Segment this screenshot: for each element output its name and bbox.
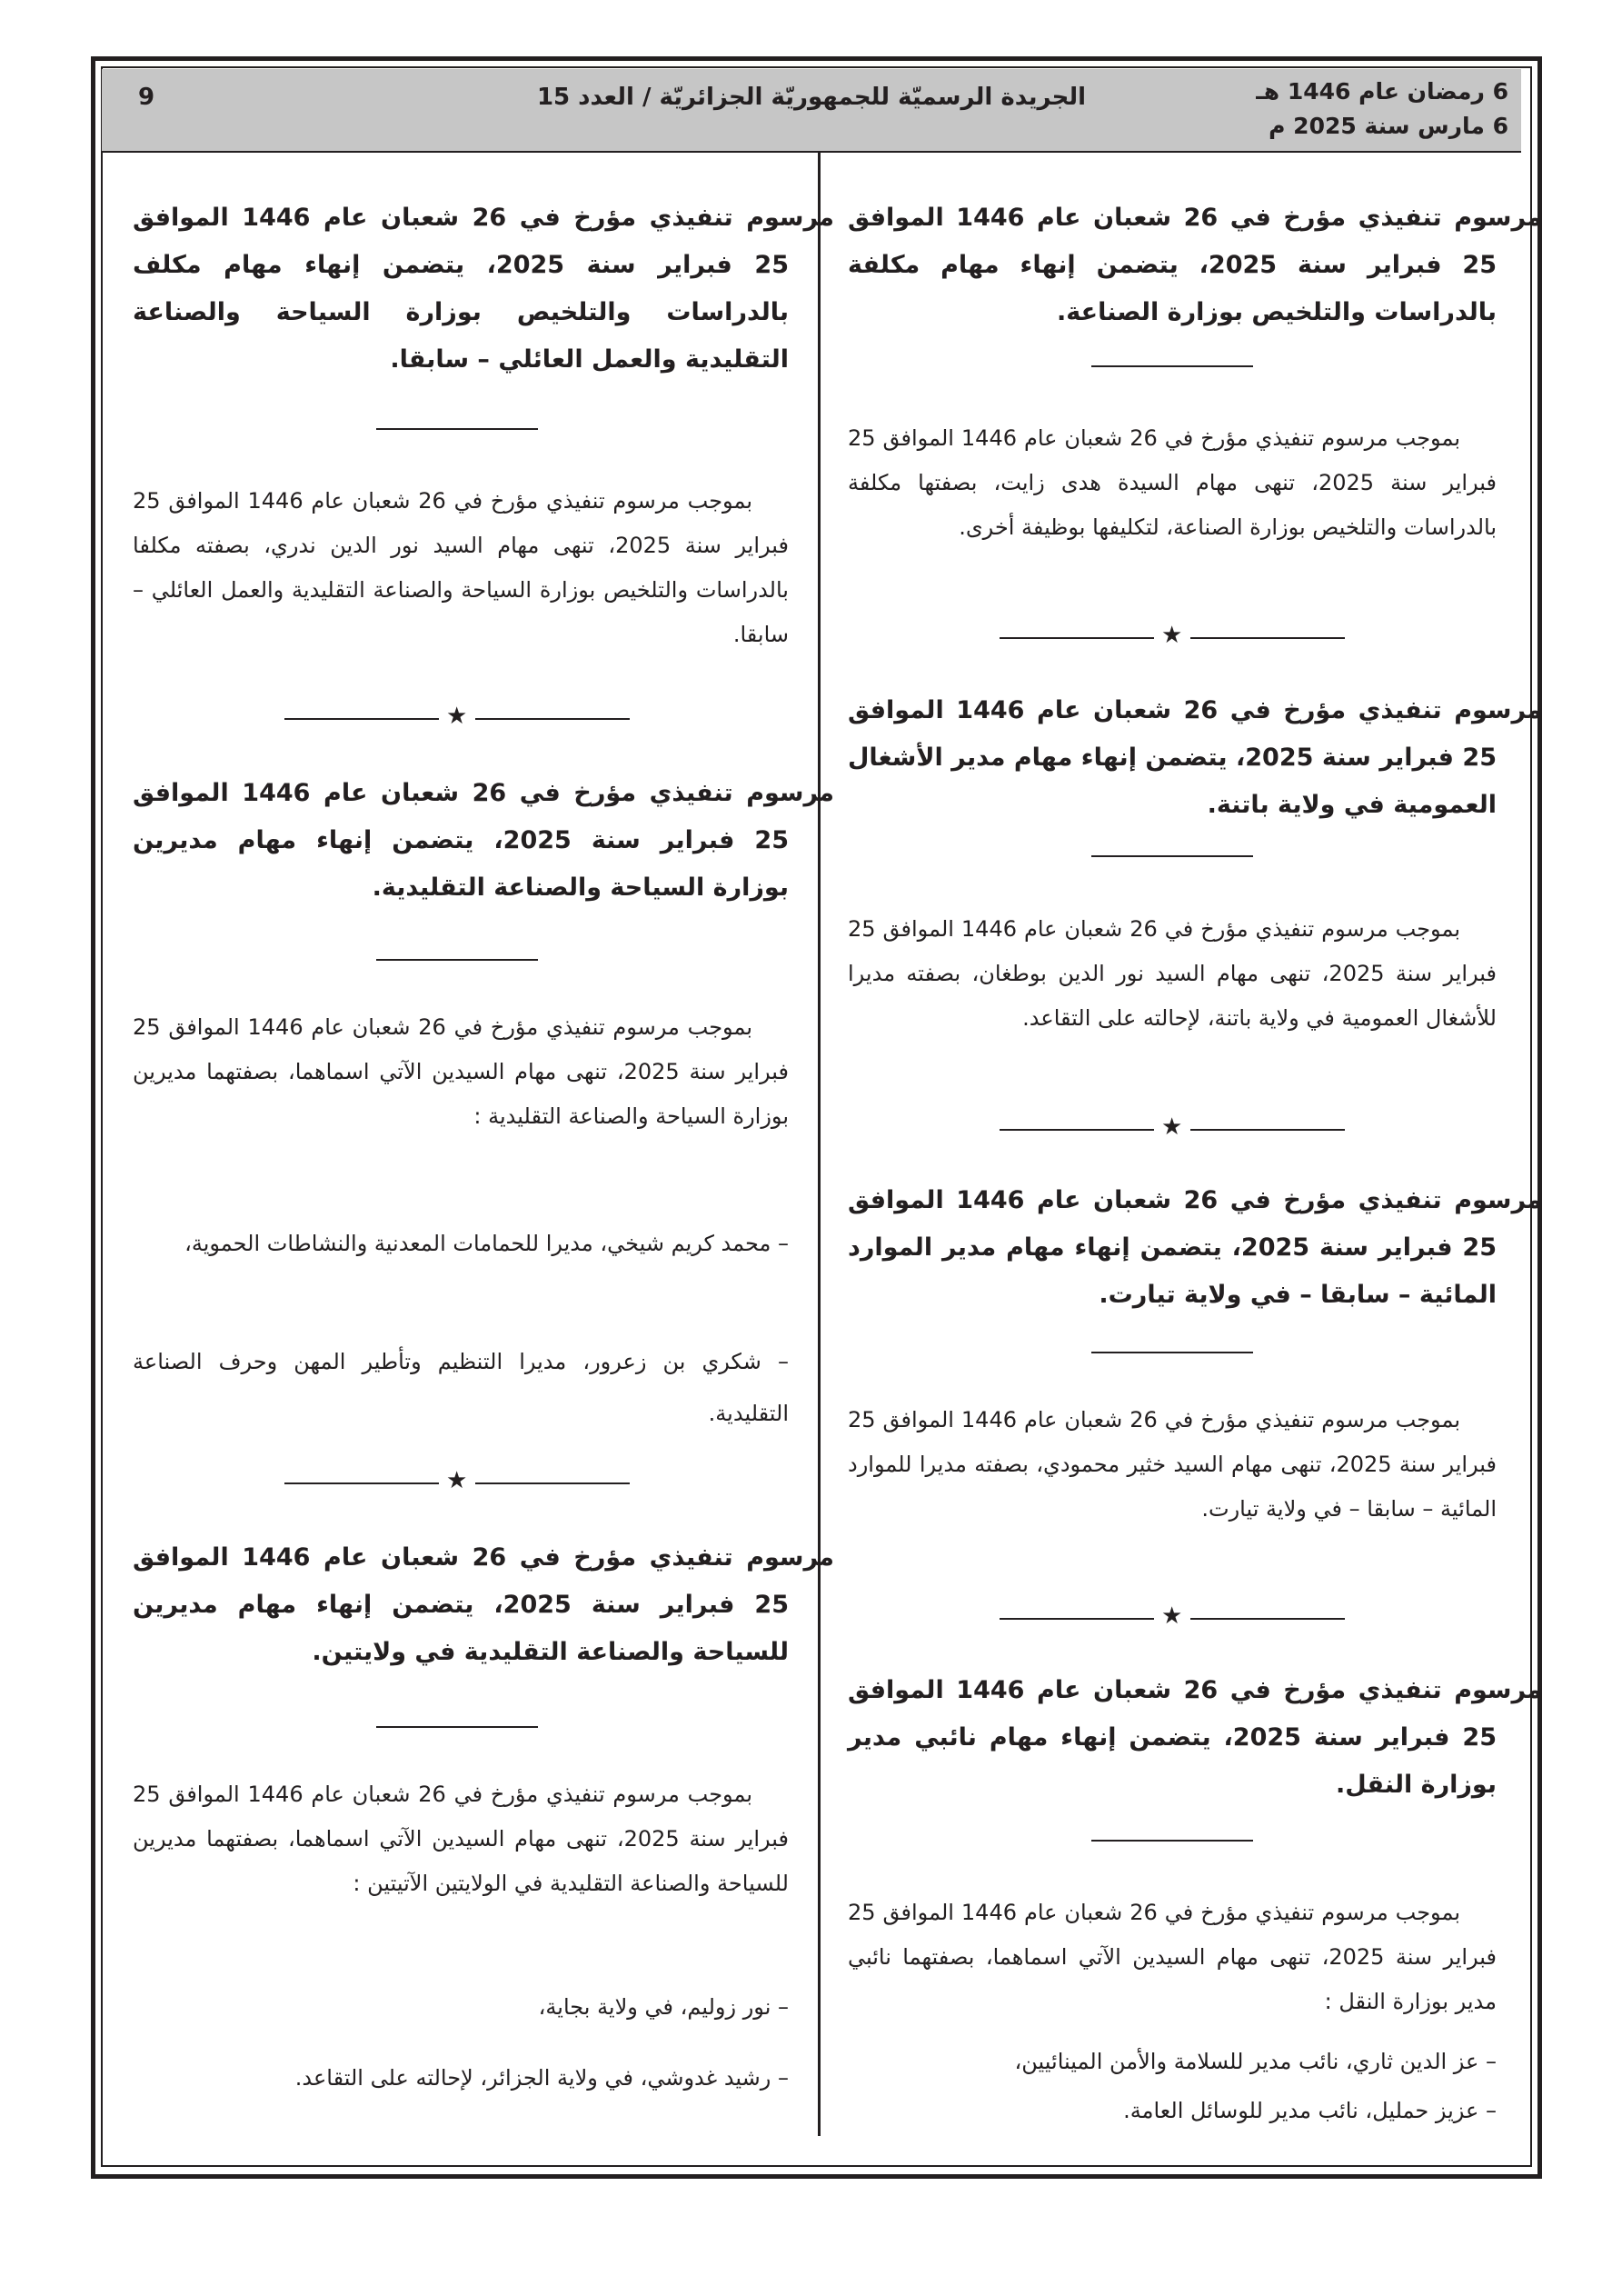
star-separator [284, 703, 630, 730]
decree-title: مرسوم تنفيذي مؤرخ في 26 شعبان عام 1446 الموافق 25 فبراير سنة 2025، يتضمن إنهاء مهام مكلف بالدراسات والتلخيص بوزارة السياحة والصناعة التقليدية والعمل العائلي – سابقا. [133, 204, 834, 374]
list-item: – نور زوليم، في ولاية بجاية، [538, 1994, 789, 2020]
decree-title: مرسوم تنفيذي مؤرخ في 26 شعبان عام 1446 الموافق 25 فبراير سنة 2025، يتضمن إنهاء مهام مديرين بوزارة السياحة والصناعة التقليدية. [133, 779, 834, 902]
hijri-date: 6 رمضان عام 1446 هـ [1256, 78, 1508, 105]
star-icon: ★ [1161, 622, 1183, 649]
column-divider [818, 153, 821, 2136]
decree-body: بموجب مرسوم تنفيذي مؤرخ في 26 شعبان عام 1446 الموافق 25 فبراير سنة 2025، تنهى مهام السيد خثير محمودي، بصفته مديرا للموارد المائية – سابقا – في ولاية تيارت. [848, 1407, 1497, 1522]
star-separator [1000, 1113, 1345, 1141]
decree-body: بموجب مرسوم تنفيذي مؤرخ في 26 شعبان عام 1446 الموافق 25 فبراير سنة 2025، تنهى مهام السيد نور الدين بوطغان، بصفته مديرا للأشغال العمومية في ولاية باتنة، لإحالته على التقاعد. [848, 916, 1497, 1031]
star-icon: ★ [446, 703, 468, 730]
star-icon: ★ [1161, 1113, 1183, 1141]
decree-title: مرسوم تنفيذي مؤرخ في 26 شعبان عام 1446 الموافق 25 فبراير سنة 2025، يتضمن إنهاء مهام مديرين للسياحة والصناعة التقليدية في ولايتين. [133, 1543, 834, 1666]
list-item: – عزيز حمليل، نائب مدير للوسائل العامة. [1123, 2098, 1497, 2123]
list-item: – رشيد غدوشي، في ولاية الجزائر، لإحالته على التقاعد. [294, 2065, 789, 2091]
star-icon: ★ [446, 1467, 468, 1494]
decree-body: بموجب مرسوم تنفيذي مؤرخ في 26 شعبان عام 1446 الموافق 25 فبراير سنة 2025، تنهى مهام السيدين الآتي اسماهما، بصفتهما مديرين بوزارة السياحة والصناعة التقليدية : [133, 1014, 789, 1129]
title-rule [1091, 1352, 1253, 1353]
title-rule [1091, 1840, 1253, 1842]
decree-title: مرسوم تنفيذي مؤرخ في 26 شعبان عام 1446 الموافق 25 فبراير سنة 2025، يتضمن إنهاء مهام مدير الموارد المائية – سابقا – في ولاية تيارت. [848, 1186, 1542, 1309]
title-rule [376, 959, 538, 961]
page-header [102, 69, 1521, 153]
star-icon: ★ [1161, 1602, 1183, 1630]
title-rule [376, 428, 538, 430]
decree-body: بموجب مرسوم تنفيذي مؤرخ في 26 شعبان عام 1446 الموافق 25 فبراير سنة 2025، تنهى مهام السيدين الآتي اسماهما، بصفتهما مديرين للسياحة والصناعة التقليدية في الولايتين الآتيتين : [133, 1782, 789, 1896]
page-number: 9 [138, 84, 155, 111]
title-rule [376, 1726, 538, 1728]
journal-title: الجريدة الرسميّة للجمهوريّة الجزائريّة / العدد 15 [536, 84, 1087, 111]
list-item: – عز الدين ثاري، نائب مدير للسلامة والأمن المينائيين، [1014, 2049, 1497, 2074]
list-item: – شكري بن زعرور، مديرا التنظيم وتأطير المهن وحرف الصناعة التقليدية. [133, 1349, 789, 1426]
decree-title: مرسوم تنفيذي مؤرخ في 26 شعبان عام 1446 الموافق 25 فبراير سنة 2025، يتضمن إنهاء مهام نائبي مدير بوزارة النقل. [848, 1676, 1542, 1799]
decree-body: بموجب مرسوم تنفيذي مؤرخ في 26 شعبان عام 1446 الموافق 25 فبراير سنة 2025، تنهى مهام السيد نور الدين ندري، بصفته مكلفا بالدراسات والتلخيص بوزارة السياحة والصناعة التقليدية والعمل العائلي – سابقا. [133, 488, 789, 647]
list-item: – محمد كريم شيخي، مديرا للحمامات المعدنية والنشاطات الحموية، [184, 1231, 789, 1256]
title-rule [1091, 365, 1253, 367]
decree-title: مرسوم تنفيذي مؤرخ في 26 شعبان عام 1446 الموافق 25 فبراير سنة 2025، يتضمن إنهاء مهام مكلفة بالدراسات والتلخيص بوزارة الصناعة. [848, 204, 1542, 326]
gregorian-date: 6 مارس سنة 2025 م [1269, 113, 1508, 139]
star-separator [284, 1467, 630, 1494]
decree-body: بموجب مرسوم تنفيذي مؤرخ في 26 شعبان عام 1446 الموافق 25 فبراير سنة 2025، تنهى مهام السيدة هدى زايت، بصفتها مكلفة بالدراسات والتلخيص بوزارة الصناعة، لتكليفها بوظيفة أخرى. [848, 425, 1497, 540]
title-rule [1091, 855, 1253, 857]
decree-body: بموجب مرسوم تنفيذي مؤرخ في 26 شعبان عام 1446 الموافق 25 فبراير سنة 2025، تنهى مهام السيدين الآتي اسماهما، بصفتهما نائبي مدير بوزارة النقل : [848, 1900, 1497, 2014]
star-separator [1000, 622, 1345, 649]
star-separator [1000, 1602, 1345, 1630]
decree-title: مرسوم تنفيذي مؤرخ في 26 شعبان عام 1446 الموافق 25 فبراير سنة 2025، يتضمن إنهاء مهام مدير الأشغال العمومية في ولاية باتنة. [848, 696, 1542, 819]
